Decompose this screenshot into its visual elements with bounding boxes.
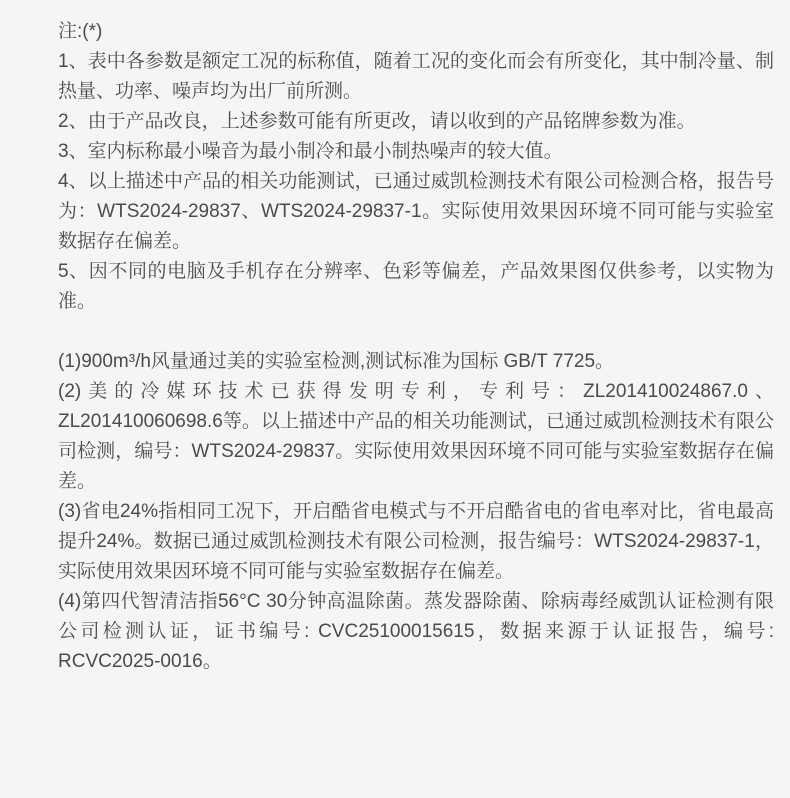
note-item-2: 2、由于产品改良，上述参数可能有所更改，请以收到的产品铭牌参数为准。 xyxy=(58,111,696,132)
footnote-item-4: (4)第四代智清洁指56°C 30分钟高温除菌。蒸发器除菌、除病毒经威凯认证检测有限公司检测认证，证书编号: CVC25100015615，数据来源于认证报告，编号: RCVC2025-0016。 xyxy=(58,591,774,672)
notes-section xyxy=(58,17,774,317)
note-item-5: 5、因不同的电脑及手机存在分辨率、色彩等偏差，产品效果图仅供参考，以实物为准。 xyxy=(58,261,774,312)
footnotes-section xyxy=(58,347,774,677)
footnote-item-1: (1)900m³/h风量通过美的实验室检测,测试标准为国标 GB/T 7725。 xyxy=(58,351,615,372)
notes-heading: 注:(*) xyxy=(58,21,103,42)
note-item-1: 1、表中各参数是额定工况的标称值，随着工况的变化而会有所变化，其中制冷量、制热量、功率、噪声均为出厂前所测。 xyxy=(58,51,774,102)
footnote-item-2: (2)美的冷媒环技术已获得发明专利，专利号：ZL201410024867.0、ZL201410060698.6等。以上描述中产品的相关功能测试，已通过威凯检测技术有限公司检测，编号：WTS2024-29837。实际使用效果因环境不同可能与实验室数据存在偏差。 xyxy=(58,381,774,492)
note-item-4: 4、以上描述中产品的相关功能测试，已通过威凯检测技术有限公司检测合格，报告号为：WTS2024-29837、WTS2024-29837-1。实际使用效果因环境不同可能与实验室数据存在偏差。 xyxy=(58,171,774,252)
note-item-3: 3、室内标称最小噪音为最小制冷和最小制热噪声的较大值。 xyxy=(58,141,563,162)
footnote-item-3: (3)省电24%指相同工况下，开启酷省电模式与不开启酷省电的省电率对比，省电最高提升24%。数据已通过威凯检测技术有限公司检测，报告编号：WTS2024-29837-1，实际使用效果因环境不同可能与实验室数据存在偏差。 xyxy=(58,501,774,582)
